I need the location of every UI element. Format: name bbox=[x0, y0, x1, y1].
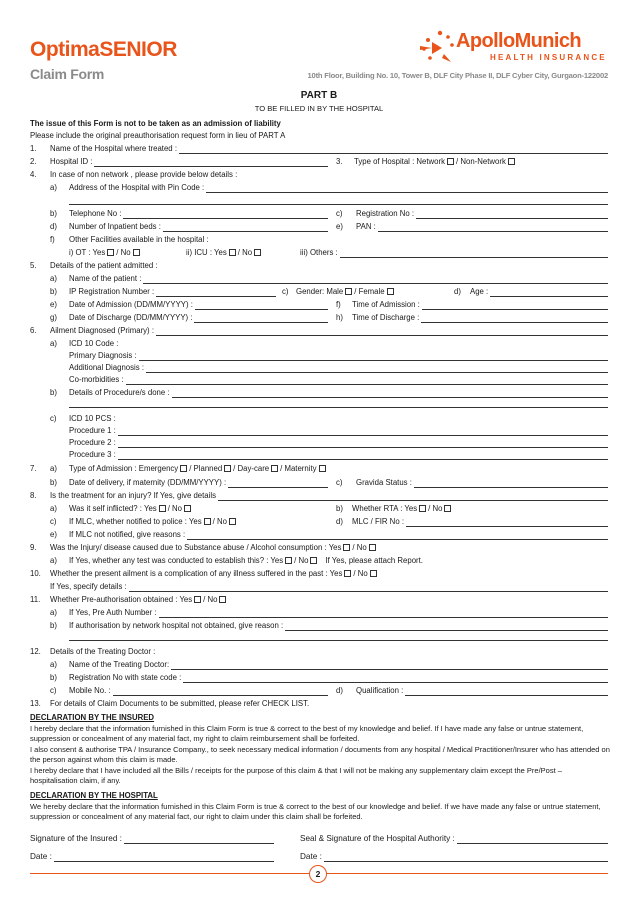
delivery-date-label: Date of delivery, if maternity (DD/MM/YYYY) : bbox=[69, 478, 227, 487]
q5f-label: Time of Admission : bbox=[352, 300, 420, 309]
icu-yes-checkbox[interactable] bbox=[229, 249, 236, 256]
q13-label: For details of Claim Documents to be submitted, please refer CHECK LIST. bbox=[50, 699, 310, 708]
q8e-letter: e) bbox=[50, 530, 57, 539]
insured-declaration-p1: I hereby declare that the information furnished in this Claim Form is true & correct to the best of my knowledge and belief. If I have made any false or untrue statement, suppression or concealment of any material fact, my right to claim reimbursement shall be forfeited. bbox=[30, 724, 584, 743]
mlc-fir-label: MLC / FIR No : bbox=[352, 517, 404, 526]
hospital-address-field[interactable] bbox=[69, 182, 608, 193]
q5h-letter: h) bbox=[336, 313, 343, 322]
procedure-3-field[interactable] bbox=[69, 449, 608, 460]
procedure-details-field[interactable] bbox=[69, 387, 608, 398]
admission-time-field[interactable] bbox=[352, 299, 608, 310]
q5f-letter: f) bbox=[336, 300, 341, 309]
q4a-label: Address of the Hospital with Pin Code : bbox=[69, 183, 205, 192]
q12c-letter: c) bbox=[50, 686, 57, 695]
q9-label: Was the Injury/ disease caused due to Substance abuse / Alcohol consumption : Yes bbox=[50, 543, 342, 552]
q9-number: 9. bbox=[30, 543, 37, 552]
q4-label: In case of non network , please provide below details : bbox=[50, 170, 238, 179]
mlc-police-no-label: / No bbox=[212, 517, 227, 526]
self-inflicted-yes-checkbox[interactable] bbox=[159, 505, 166, 512]
procedure-1-field[interactable] bbox=[69, 425, 608, 436]
additional-diagnosis-label: Additional Diagnosis : bbox=[69, 363, 144, 372]
doctor-registration-field[interactable] bbox=[69, 672, 608, 683]
insured-signature-label: Signature of the Insured : bbox=[30, 834, 122, 843]
logo-wordmark: ApolloMunich bbox=[456, 30, 581, 52]
q4d-letter: d) bbox=[50, 222, 57, 231]
q8d-letter: d) bbox=[336, 517, 343, 526]
q5g-letter: g) bbox=[50, 313, 57, 322]
ot-no-checkbox[interactable] bbox=[133, 249, 140, 256]
q5-number: 5. bbox=[30, 261, 37, 270]
hospital-signature-field[interactable] bbox=[300, 833, 608, 844]
icd10-label: ICD 10 Code : bbox=[69, 339, 119, 348]
insured-declaration-title: DECLARATION BY THE INSURED bbox=[30, 713, 155, 722]
brand-name: OptimaSENIOR bbox=[30, 38, 177, 61]
self-inflicted-row bbox=[69, 503, 193, 514]
preauth-yes-checkbox[interactable] bbox=[194, 596, 201, 603]
rta-no-checkbox[interactable] bbox=[444, 505, 451, 512]
q10-number: 10. bbox=[30, 569, 41, 578]
male-checkbox[interactable] bbox=[345, 288, 352, 295]
telephone-field[interactable] bbox=[69, 208, 328, 219]
insured-date-field[interactable] bbox=[30, 851, 274, 862]
address-line-2[interactable] bbox=[69, 204, 608, 205]
ot-yes-checkbox[interactable] bbox=[107, 249, 114, 256]
q12-label: Details of the Treating Doctor : bbox=[50, 647, 156, 656]
q1-number: 1. bbox=[30, 144, 37, 153]
doctor-qualification-field[interactable] bbox=[356, 685, 608, 696]
q12a-letter: a) bbox=[50, 660, 57, 669]
q5-label: Details of the patient admitted : bbox=[50, 261, 158, 270]
complication-no-checkbox[interactable] bbox=[370, 570, 377, 577]
q7b-letter: b) bbox=[50, 478, 57, 487]
rta-yes-checkbox[interactable] bbox=[419, 505, 426, 512]
preauth-number-field[interactable] bbox=[69, 607, 608, 618]
gravida-status-field[interactable] bbox=[356, 477, 608, 488]
q6a-letter: a) bbox=[50, 339, 57, 348]
test-no-checkbox[interactable] bbox=[310, 557, 317, 564]
q4b-label: Telephone No : bbox=[69, 209, 122, 218]
planned-checkbox[interactable] bbox=[224, 465, 231, 472]
hospital-id-field[interactable] bbox=[50, 156, 328, 167]
part-subtitle: TO BE FILLED IN BY THE HOSPITAL bbox=[254, 104, 384, 113]
test-yes-checkbox[interactable] bbox=[285, 557, 292, 564]
procedure-details-label: Details of Procedure/s done : bbox=[69, 388, 170, 397]
logo-tagline: HEALTH INSURANCE bbox=[490, 53, 607, 62]
admission-date-field[interactable] bbox=[69, 299, 328, 310]
q5d-label: Age : bbox=[470, 287, 489, 296]
rta-label: Whether RTA : Yes bbox=[352, 504, 418, 513]
q12-number: 12. bbox=[30, 647, 41, 656]
doctor-mobile-field[interactable] bbox=[69, 685, 328, 696]
preauth-number-label: If Yes, Pre Auth Number : bbox=[69, 608, 157, 617]
ot-label: i) OT : Yes bbox=[69, 248, 106, 257]
q3-number: 3. bbox=[336, 157, 343, 166]
inpatient-beds-field[interactable] bbox=[69, 221, 328, 232]
self-inflicted-label: Was it self inflicted? : Yes bbox=[69, 504, 157, 513]
test-no-label: / No bbox=[294, 556, 309, 565]
pan-field[interactable] bbox=[356, 221, 608, 232]
comorbidities-label: Co-morbidities : bbox=[69, 375, 124, 384]
q2-number: 2. bbox=[30, 157, 37, 166]
ot-row bbox=[69, 247, 142, 258]
substance-no-checkbox[interactable] bbox=[369, 544, 376, 551]
q5d-letter: d) bbox=[454, 287, 461, 296]
no-auth-reason-label: If authorisation by network hospital not obtained, give reason : bbox=[69, 621, 284, 630]
substance-abuse-row bbox=[50, 542, 378, 553]
admission-type-row bbox=[69, 463, 328, 474]
preauth-no-label: / No bbox=[203, 595, 218, 604]
doctor-name-label: Name of the Treating Doctor: bbox=[69, 660, 170, 669]
liability-warning: The issue of this Form is not to be taken as an admission of liability bbox=[30, 119, 281, 128]
gender-row bbox=[296, 286, 396, 297]
others-label: iii) Others : bbox=[300, 248, 338, 257]
icd10-pcs-label: ICD 10 PCS : bbox=[69, 414, 116, 423]
q8a-letter: a) bbox=[50, 504, 57, 513]
q4c-letter: c) bbox=[336, 209, 343, 218]
mlc-reasons-label: If MLC not notified, give reasons : bbox=[69, 530, 186, 539]
q11b-letter: b) bbox=[50, 621, 57, 630]
complication-details-label: If Yes, specify details : bbox=[50, 582, 127, 591]
hospital-date-field[interactable] bbox=[300, 851, 608, 862]
doctor-name-field[interactable] bbox=[69, 659, 608, 670]
insured-signature-field[interactable] bbox=[30, 833, 274, 844]
procedure-2-field[interactable] bbox=[69, 437, 608, 448]
q5c-letter: c) bbox=[282, 287, 289, 296]
q6c-letter: c) bbox=[50, 414, 57, 423]
complication-details-field[interactable] bbox=[50, 581, 608, 592]
network-checkbox[interactable] bbox=[447, 158, 454, 165]
q9a-letter: a) bbox=[50, 556, 57, 565]
ailment-diagnosed-field[interactable] bbox=[50, 325, 608, 336]
preauth-row bbox=[50, 594, 228, 605]
q12d-letter: d) bbox=[336, 686, 343, 695]
mlc-police-label: If MLC, whether notified to police : Yes bbox=[69, 517, 202, 526]
ip-registration-field[interactable] bbox=[69, 286, 276, 297]
female-label: / Female bbox=[354, 287, 385, 296]
test-conducted-row bbox=[69, 555, 423, 566]
planned-label: / Planned bbox=[189, 464, 223, 473]
q4f-letter: f) bbox=[50, 235, 55, 244]
test-label: If Yes, whether any test was conducted to establish this? : Yes bbox=[69, 556, 284, 565]
insured-declaration-p2: I also consent & authorise TPA / Insurance Company., to seek necessary medical information / documents from any hospital / Medical Practitioner/Insurer who has attended on the person against whom this claim is made. bbox=[30, 745, 610, 764]
emergency-checkbox[interactable] bbox=[180, 465, 187, 472]
discharge-time-field[interactable] bbox=[352, 312, 608, 323]
q6-label: Ailment Diagnosed (Primary) : bbox=[50, 326, 154, 335]
q12b-letter: b) bbox=[50, 673, 57, 682]
additional-diagnosis-field[interactable] bbox=[69, 362, 608, 373]
icu-no-checkbox[interactable] bbox=[254, 249, 261, 256]
primary-diagnosis-label: Primary Diagnosis : bbox=[69, 351, 137, 360]
q4b-letter: b) bbox=[50, 209, 57, 218]
form-name: Claim Form bbox=[30, 66, 105, 82]
substance-no-label: / No bbox=[352, 543, 367, 552]
company-address: 10th Floor, Building No. 10, Tower B, DLF City Phase II, DLF Cyber City, Gurgaon-122002 bbox=[307, 71, 608, 80]
q8-number: 8. bbox=[30, 491, 37, 500]
q3-opt2: / Non-Network bbox=[456, 157, 506, 166]
discharge-date-field[interactable] bbox=[69, 312, 328, 323]
q5e-letter: e) bbox=[50, 300, 57, 309]
hospital-date-label: Date : bbox=[300, 852, 322, 861]
no-auth-reason-field[interactable] bbox=[69, 620, 608, 631]
icu-no-label: / No bbox=[237, 248, 253, 257]
hospital-signature-label: Seal & Signature of the Hospital Authority : bbox=[300, 834, 455, 843]
q11-label: Whether Pre-authorisation obtained : Yes bbox=[50, 595, 193, 604]
q4a-letter: a) bbox=[50, 183, 57, 192]
gravida-label: Gravida Status : bbox=[356, 478, 412, 487]
q8b-letter: b) bbox=[336, 504, 343, 513]
q4e-label: PAN : bbox=[356, 222, 376, 231]
q5g-label: Date of Discharge (DD/MM/YYYY) : bbox=[69, 313, 193, 322]
registration-no-field[interactable] bbox=[356, 208, 608, 219]
no-auth-reason-line-2[interactable] bbox=[69, 640, 608, 641]
q5h-label: Time of Discharge : bbox=[352, 313, 420, 322]
q4d-label: Number of Inpatient beds : bbox=[69, 222, 161, 231]
q5a-label: Name of the patient : bbox=[69, 274, 142, 283]
other-facilities-field[interactable] bbox=[300, 247, 608, 258]
q5b-label: IP Registration Number : bbox=[69, 287, 155, 296]
delivery-date-field[interactable] bbox=[69, 477, 328, 488]
complication-yes-checkbox[interactable] bbox=[344, 570, 351, 577]
q7a-letter: a) bbox=[50, 464, 57, 473]
q5b-letter: b) bbox=[50, 287, 57, 296]
mlc-police-yes-checkbox[interactable] bbox=[204, 518, 211, 525]
q4c-label: Registration No : bbox=[356, 209, 415, 218]
insured-date-label: Date : bbox=[30, 852, 52, 861]
q1-label: Name of the Hospital where treated : bbox=[50, 144, 177, 153]
procedure-1-label: Procedure 1 : bbox=[69, 426, 116, 435]
q5a-letter: a) bbox=[50, 274, 57, 283]
preauth-no-checkbox[interactable] bbox=[219, 596, 226, 603]
part-title: PART B bbox=[300, 90, 338, 101]
mlc-reasons-field[interactable] bbox=[69, 529, 608, 540]
q6b-letter: b) bbox=[50, 388, 57, 397]
procedure-details-line-2[interactable] bbox=[69, 407, 608, 408]
q10-label: Whether the present ailment is a complication of any illness suffered in the past : Yes bbox=[50, 569, 343, 578]
icu-row bbox=[186, 247, 263, 258]
doctor-mobile-label: Mobile No. : bbox=[69, 686, 111, 695]
hospital-declaration-title: DECLARATION BY THE HOSPITAL bbox=[30, 791, 158, 800]
q8c-letter: c) bbox=[50, 517, 57, 526]
page-number: 2 bbox=[309, 865, 327, 883]
q7-number: 7. bbox=[30, 464, 37, 473]
injury-details-field[interactable] bbox=[50, 490, 608, 501]
hospital-type-row bbox=[354, 156, 517, 167]
mlc-police-no-checkbox[interactable] bbox=[229, 518, 236, 525]
q13-number: 13. bbox=[30, 699, 41, 708]
preauth-note: Please include the original preauthorisation request form in lieu of PART A bbox=[30, 131, 286, 140]
complication-no-label: / No bbox=[353, 569, 368, 578]
non-network-checkbox[interactable] bbox=[508, 158, 515, 165]
q2-label: Hospital ID : bbox=[50, 157, 93, 166]
q4e-letter: e) bbox=[336, 222, 343, 231]
q5e-label: Date of Admission (DD/MM/YYYY) : bbox=[69, 300, 193, 309]
daycare-label: / Day-care bbox=[233, 464, 270, 473]
doctor-qualification-label: Qualification : bbox=[356, 686, 404, 695]
doctor-registration-label: Registration No with state code : bbox=[69, 673, 182, 682]
self-inflicted-no-label: / No bbox=[167, 504, 182, 513]
admission-type-label: Type of Admission : Emergency bbox=[69, 464, 179, 473]
gender-label: Gender: Male bbox=[296, 287, 344, 296]
primary-diagnosis-field[interactable] bbox=[69, 350, 608, 361]
daycare-checkbox[interactable] bbox=[271, 465, 278, 472]
complication-row bbox=[50, 568, 379, 579]
q6-number: 6. bbox=[30, 326, 37, 335]
q11a-letter: a) bbox=[50, 608, 57, 617]
rta-no-label: / No bbox=[428, 504, 443, 513]
patient-name-field[interactable] bbox=[69, 273, 608, 284]
icu-label: ii) ICU : Yes bbox=[186, 248, 227, 257]
procedure-3-label: Procedure 3 : bbox=[69, 450, 116, 459]
comorbidities-field[interactable] bbox=[69, 374, 608, 385]
q7c-letter: c) bbox=[336, 478, 343, 487]
q11-number: 11. bbox=[30, 595, 41, 604]
hospital-name-field[interactable] bbox=[50, 143, 608, 154]
maternity-checkbox[interactable] bbox=[319, 465, 326, 472]
self-inflicted-no-checkbox[interactable] bbox=[184, 505, 191, 512]
maternity-label: / Maternity bbox=[280, 464, 317, 473]
age-field[interactable] bbox=[470, 286, 608, 297]
mlc-police-row bbox=[69, 516, 238, 527]
q4f-label: Other Facilities available in the hospital : bbox=[69, 235, 209, 244]
mlc-fir-field[interactable] bbox=[352, 516, 608, 527]
q8-label: Is the treatment for an injury? If Yes, give details bbox=[50, 491, 216, 500]
ot-no-label: / No bbox=[116, 248, 131, 257]
q3-label: Type of Hospital : Network bbox=[354, 157, 446, 166]
rta-row bbox=[352, 503, 453, 514]
procedure-2-label: Procedure 2 : bbox=[69, 438, 116, 447]
substance-yes-checkbox[interactable] bbox=[343, 544, 350, 551]
attach-report-note: If Yes, please attach Report. bbox=[325, 556, 423, 565]
insured-declaration-p3: I hereby declare that I have included all the Bills / receipts for the purpose of this claim & that I will not be making any supplementary claim except the Pre/Post – hospitalisation claim, if any. bbox=[30, 766, 562, 785]
q4-number: 4. bbox=[30, 170, 37, 179]
female-checkbox[interactable] bbox=[387, 288, 394, 295]
hospital-declaration-p1: We hereby declare that the information furnished in this Claim Form is true & correct to the best of our knowledge and belief. If we have made any false or untrue statement, suppression or concealment of any material fact, our right to claim under this claim shall be forfeited. bbox=[30, 802, 601, 821]
